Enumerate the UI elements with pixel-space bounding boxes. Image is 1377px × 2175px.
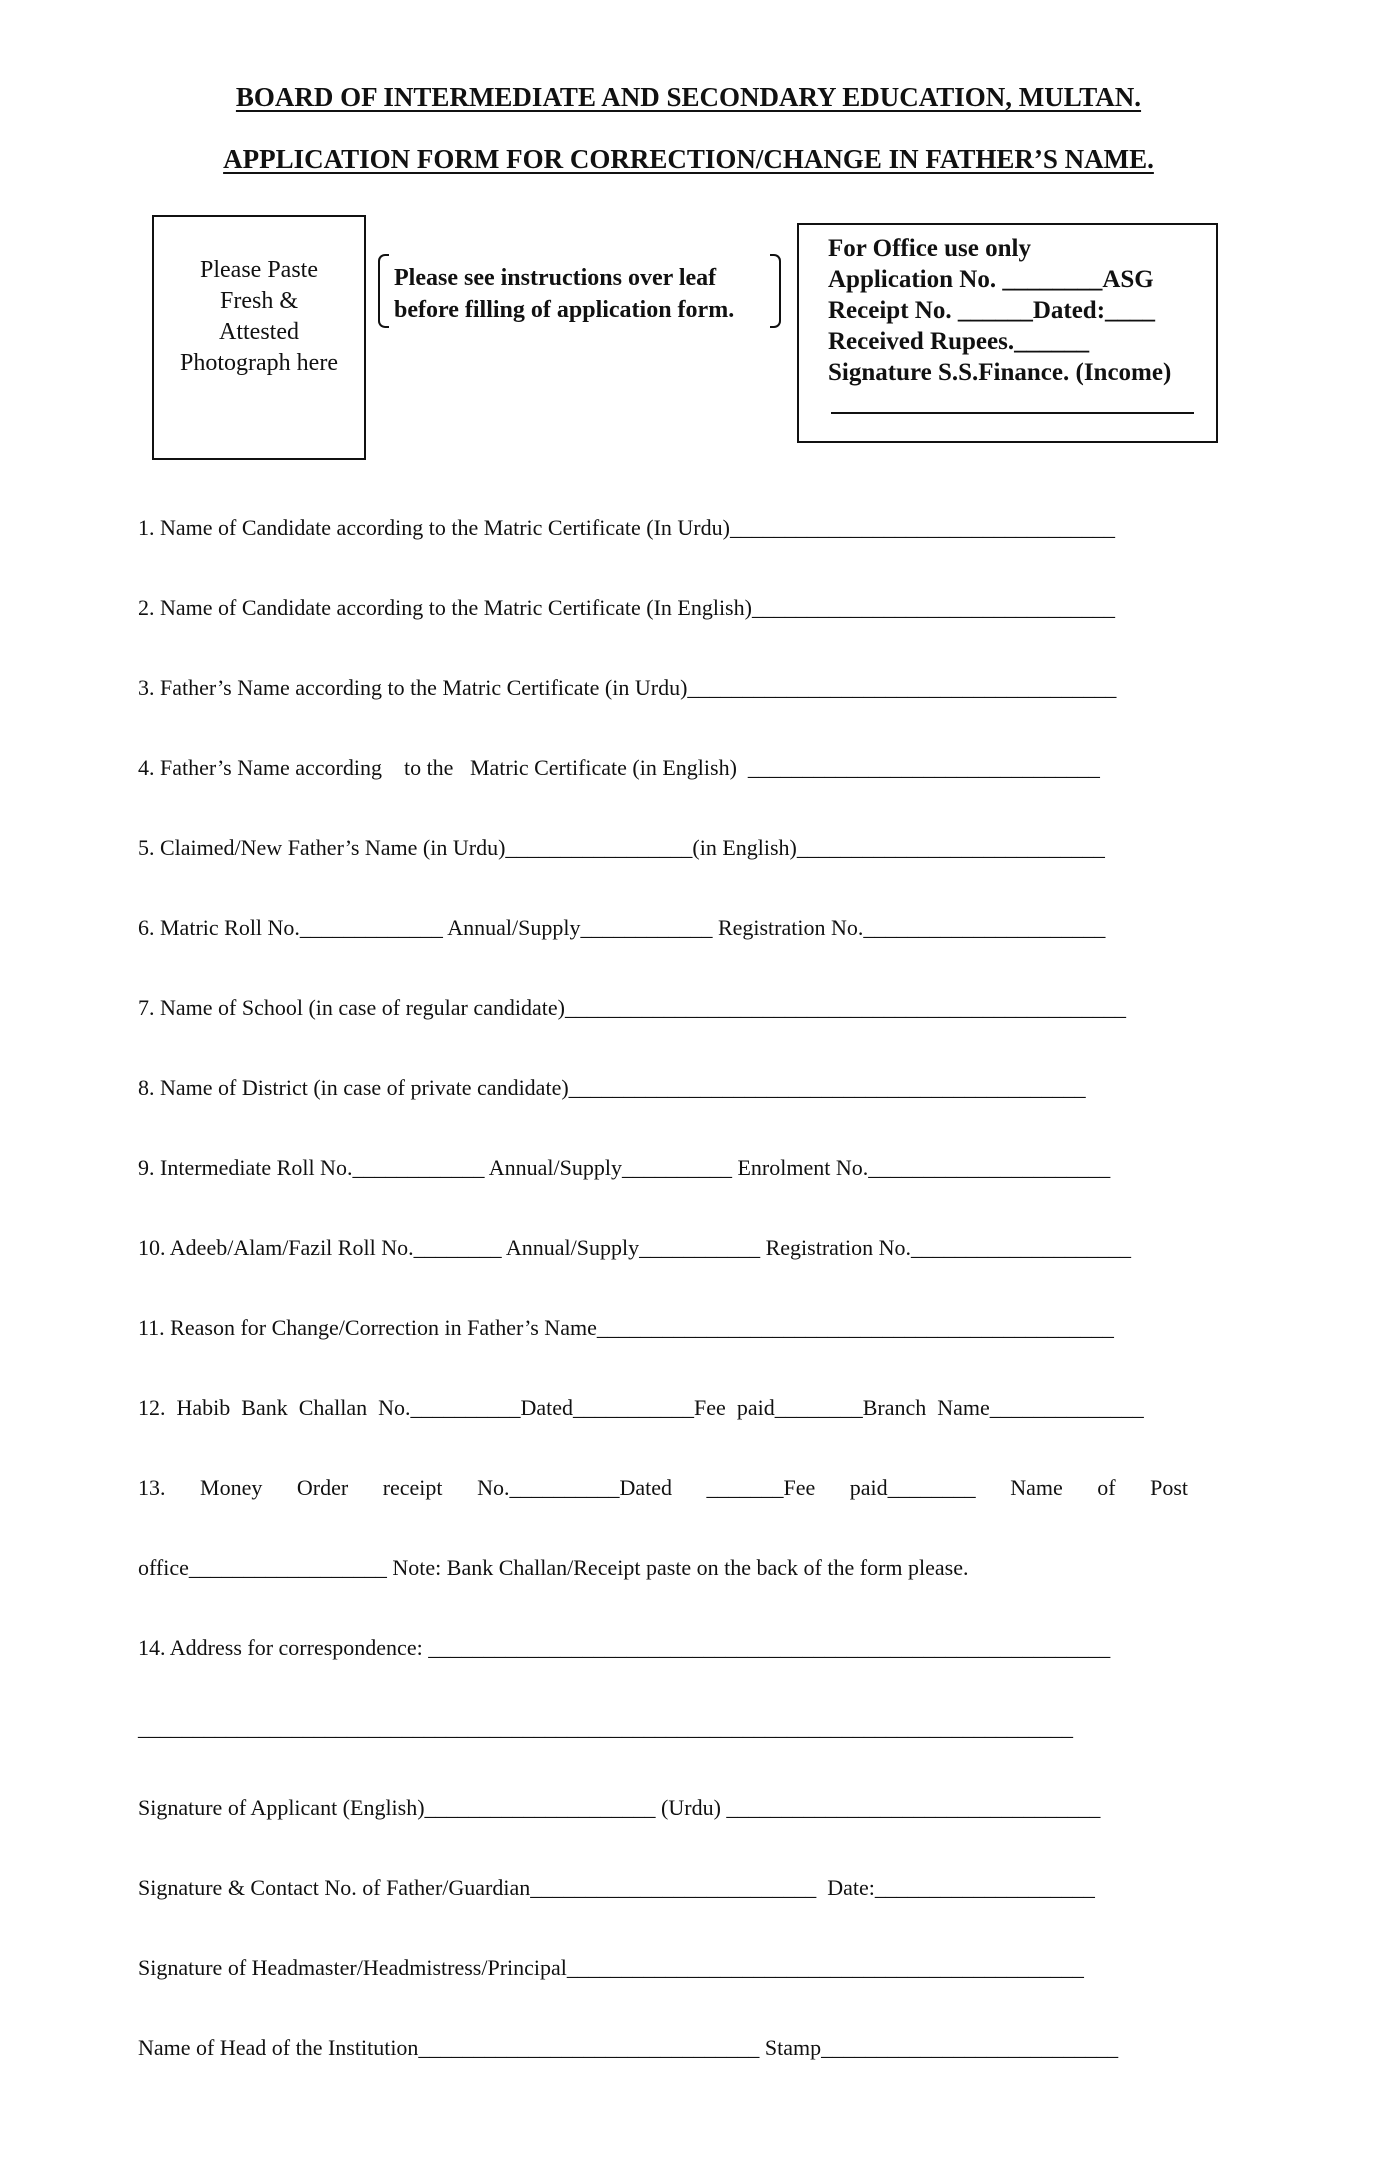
field-father-name-urdu[interactable]: 3. Father’s Name according to the Matric Certificate (in Urdu)_______________________________________ [138,675,1117,700]
instructions-line-2: before filling of application form. [394,297,735,323]
right-bracket [770,254,781,328]
field-reason[interactable]: 11. Reason for Change/Correction in Father’s Name_______________________________________________ [138,1315,1114,1340]
office-use-text: For Office use only Application No. ________ASG Receipt No. ______Dated:____ Received Rupees.______ Signature S.S.Finance. (Income) [828,235,1172,386]
money-order-word: Name [1010,1475,1063,1500]
field-address[interactable]: 14. Address for correspondence: ______________________________________________________________ [138,1635,1111,1660]
field-adeeb-roll[interactable]: 10. Adeeb/Alam/Fazil Roll No.________ Annual/Supply___________ Registration No.____________________ [138,1235,1132,1260]
money-order-word: paid________ [849,1475,976,1500]
field-father-name-english[interactable]: 4. Father’s Name according to the Matric Certificate (in English) ________________________________ [138,755,1100,780]
field-father-signature[interactable]: Signature & Contact No. of Father/Guardian__________________________ Date:____________________ [138,1875,1095,1900]
field-post-office[interactable]: office__________________ Note: Bank Challan/Receipt paste on the back of the form please. [138,1555,969,1580]
field-matric-roll[interactable]: 6. Matric Roll No._____________ Annual/Supply____________ Registration No.______________________ [138,915,1106,940]
field-head-name-stamp[interactable]: Name of Head of the Institution_______________________________ Stamp___________________________ [138,2035,1119,2060]
money-order-word: Post [1150,1475,1188,1500]
field-school-name[interactable]: 7. Name of School (in case of regular candidate)___________________________________________________ [138,995,1126,1020]
field-intermediate-roll[interactable]: 9. Intermediate Roll No.____________ Annual/Supply__________ Enrolment No.______________________ [138,1155,1111,1180]
instructions-line-1: Please see instructions over leaf [394,265,717,291]
field-candidate-name-urdu[interactable]: 1. Name of Candidate according to the Matric Certificate (In Urdu)___________________________________ [138,515,1115,540]
money-order-word: _______Fee [706,1475,816,1500]
money-order-word: receipt [382,1475,443,1500]
office-use-box [797,223,1218,443]
money-order-word: of [1097,1475,1116,1500]
photo-box-text: Please Paste Fresh & Attested Photograph here [180,257,338,376]
photo-box [152,215,366,460]
field-address-line-2[interactable]: _____________________________________________________________________________________ [138,1715,1073,1740]
money-order-word: Money [200,1475,263,1500]
money-order-word: 13. [138,1475,166,1500]
field-headmaster-signature[interactable]: Signature of Headmaster/Headmistress/Principal_______________________________________________ [138,1955,1084,1980]
field-district-name[interactable]: 8. Name of District (in case of private candidate)_______________________________________________ [138,1075,1086,1100]
instructions-note [378,252,781,332]
form-board-title: BOARD OF INTERMEDIATE AND SECONDARY EDUCATION, MULTAN. [235,82,1142,112]
field-claimed-father-name[interactable]: 5. Claimed/New Father’s Name (in Urdu)_________________(in English)____________________________ [138,835,1105,860]
field-bank-challan[interactable]: 12. Habib Bank Challan No.__________Dated___________Fee paid________Branch Name______________ [138,1395,1144,1420]
field-applicant-signature[interactable]: Signature of Applicant (English)_____________________ (Urdu) __________________________________ [138,1795,1101,1820]
money-order-word: No.__________Dated [477,1475,672,1500]
form-title: APPLICATION FORM FOR CORRECTION/CHANGE IN FATHER’S NAME. [223,144,1154,174]
field-money-order[interactable] [138,1475,1188,1501]
left-bracket [378,254,389,328]
field-candidate-name-english[interactable]: 2. Name of Candidate according to the Matric Certificate (In English)_________________________________ [138,595,1115,620]
office-signature-line [831,412,1194,414]
money-order-word: Order [296,1475,349,1500]
